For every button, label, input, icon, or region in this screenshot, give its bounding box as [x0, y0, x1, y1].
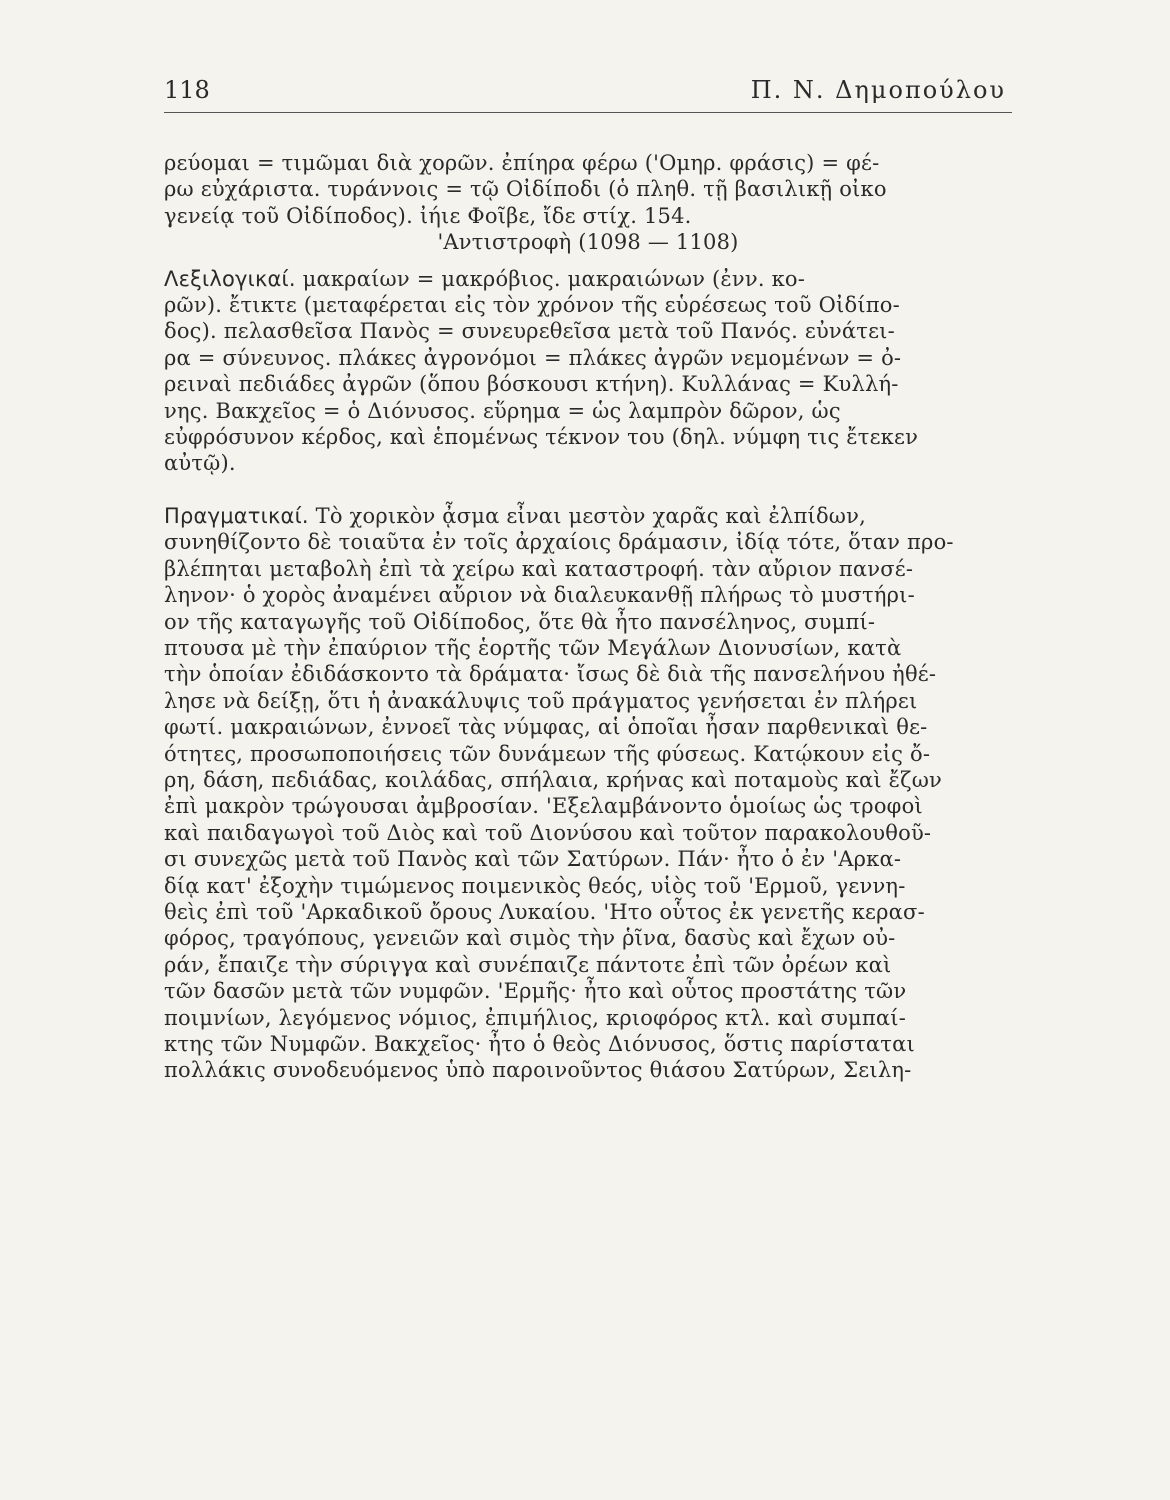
- text-line: ρειναὶ πεδιάδες ἀγρῶν (ὅπου βόσκουσι κτήνη). Κυλλάνας = Κυλλή-: [164, 372, 899, 397]
- text-line: δίᾳ κατ' ἐξοχὴν τιμώμενος ποιμενικὸς θεός, υἱὸς τοῦ 'Ερμοῦ, γεννη-: [164, 873, 906, 898]
- text-line: ρη, δάση, πεδιάδας, κοιλάδας, σπήλαια, κρήνας καὶ ποταμοὺς καὶ ἔζων: [164, 767, 942, 792]
- text-line: ον τῆς καταγωγῆς τοῦ Οἰδίποδος, ὅτε θὰ ἦτο πανσέληνος, συμπί-: [164, 609, 876, 634]
- text-line: κτης τῶν Νυμφῶν. Βακχεῖος· ἦτο ὁ θεὸς Διόνυσος, ὅστις παρίσταται: [164, 1032, 915, 1056]
- text-line: ρῶν). ἔτικτε (μεταφέρεται εἰς τὸν χρόνον τῆς εὑρέσεως τοῦ Οἰδίπο-: [164, 293, 900, 318]
- text-line: δος). πελασθεῖσα Πανὸς = συνευρεθεῖσα μετὰ τοῦ Πανός. εὐνάτει-: [164, 319, 895, 344]
- text-line: ληνον· ὁ χορὸς ἀναμένει αὔριον νὰ διαλευκανθῇ πλήρως τὸ μυστήρι-: [164, 583, 915, 608]
- text-line: τῶν δασῶν μετὰ τῶν νυμφῶν. 'Ερμῆς· ἦτο καὶ οὗτος προστάτης τῶν: [164, 979, 907, 1004]
- text-line: πολλάκις συνοδευόμενος ὑπὸ παροινοῦντος θιάσου Σατύρων, Σειλη-: [164, 1058, 912, 1083]
- text-line: συνηθίζοντο δὲ τοιαῦτα ἐν τοῖς ἀρχαίοις δράμασιν, ἰδίᾳ τότε, ὅταν προ-: [164, 530, 954, 555]
- text-line: νης. Βακχεῖος = ὁ Διόνυσος. εὕρημα = ὡς λαμπρὸν δῶρον, ὡς: [164, 398, 841, 423]
- page-number: 118: [164, 76, 210, 104]
- lexical-first-line: [164, 266, 1012, 292]
- text-line: ποιμνίων, λεγόμενος νόμιος, ἐπιμήλιος, κριοφόρος κτλ. καὶ συμπαί-: [164, 1005, 907, 1030]
- factual-section-label: Πραγματικαί.: [164, 503, 309, 528]
- text-line: ρω εὐχάριστα. τυράννοις = τῷ Οἰδίποδι (ὁ πληθ. τῇ βασιλικῇ οἰκο: [164, 177, 887, 202]
- text-line: γενείᾳ τοῦ Οἰδίποδος). ἰήιε Φοῖβε, ἴδε στίχ. 154.: [164, 203, 692, 228]
- text-line: πτουσα μὲ τὴν ἐπαύριον τῆς ἑορτῆς τῶν Μεγάλων Διονυσίων, κατὰ: [164, 635, 902, 660]
- running-title: Π. Ν. Δημοπούλου: [750, 76, 1006, 104]
- text-line: βλέπηται μεταβολὴ ἐπὶ τὰ χείρω καὶ καταστροφή. τὰν αὔριον πανσέ-: [164, 556, 914, 581]
- lexical-section-label: Λεξιλογικαί.: [164, 266, 296, 291]
- text-line: θεὶς ἐπὶ τοῦ 'Αρκαδικοῦ ὄρους Λυκαίου. 'Ητο οὗτος ἐκ γενετῆς κερασ-: [164, 899, 925, 924]
- factual-first-line: [164, 503, 1012, 529]
- text-line: φωτί. μακραιώνων, ἐννοεῖ τὰς νύμφας, αἱ ὁποῖαι ἦσαν παρθενικαὶ θε-: [164, 715, 928, 740]
- text-line: τὴν ὁποίαν ἐδιδάσκοντο τὰ δράματα· ἴσως δὲ διὰ τῆς πανσελήνου ἠθέ-: [164, 662, 937, 687]
- antistrophe-heading: 'Αντιστροφὴ (1098 — 1108): [437, 230, 739, 255]
- text-line: φόρος, τραγόπους, γενειῶν καὶ σιμὸς τὴν ῥῖνα, δασὺς καὶ ἔχων οὐ-: [164, 926, 896, 951]
- text-line: μακραίων = μακρόβιος. μακραιώνων (ἐνν. κο-: [295, 266, 806, 291]
- text-line: σι συνεχῶς μετὰ τοῦ Πανὸς καὶ τῶν Σατύρων. Πάν· ἦτο ὁ ἐν 'Αρκα-: [164, 847, 902, 872]
- text-line: αὐτῷ).: [164, 451, 236, 476]
- text-line: Τὸ χορικὸν ᾆσμα εἶναι μεστὸν χαρᾶς καὶ ἐλπίδων,: [308, 503, 866, 528]
- text-line: λησε νὰ δείξῃ, ὅτι ἡ ἀνακάλυψις τοῦ πράγματος γενήσεται ἐν πλήρει: [164, 688, 918, 713]
- page-header: [164, 76, 1012, 113]
- text-line: εὐφρόσυνον κέρδος, καὶ ἑπομένως τέκνον του (δηλ. νύμφη τις ἔτεκεν: [164, 425, 919, 450]
- text-line: ράν, ἔπαιζε τὴν σύριγγα καὶ συνέπαιζε πάντοτε ἐπὶ τῶν ὀρέων καὶ: [164, 952, 892, 977]
- text-line: καὶ παιδαγωγοὶ τοῦ Διὸς καὶ τοῦ Διονύσου καὶ τοῦτον παρακολουθοῦ-: [164, 820, 932, 845]
- text-line: ρεύομαι = τιμῶμαι διὰ χορῶν. ἐπίηρα φέρω ('Ομηρ. φράσις) = φέ-: [164, 151, 880, 175]
- body-text: [164, 150, 1012, 1084]
- text-line: ἐπὶ μακρὸν τρώγουσαι ἀμβροσίαν. 'Εξελαμβάνοντο ὁμοίως ὡς τροφοὶ: [164, 794, 923, 819]
- text-line: ότητες, προσωποποιήσεις τῶν δυνάμεων τῆς φύσεως. Κατῴκουν εἰς ὄ-: [164, 741, 931, 766]
- text-line: ρα = σύνευνος. πλάκες ἀγρονόμοι = πλάκες ἀγρῶν νεμομένων = ὀ-: [164, 345, 902, 370]
